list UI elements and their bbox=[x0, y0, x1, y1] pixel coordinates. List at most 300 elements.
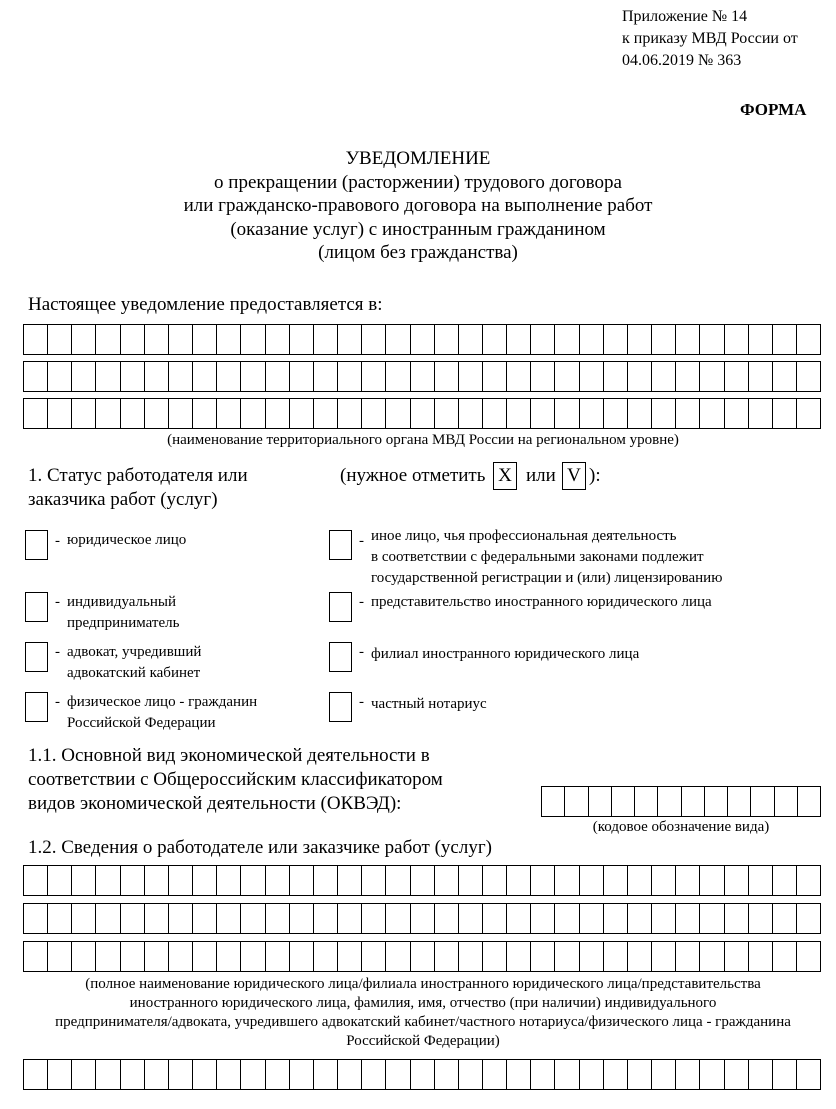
char-cell[interactable] bbox=[71, 324, 95, 355]
char-cell[interactable] bbox=[289, 1059, 313, 1090]
mark-example-v: V bbox=[562, 462, 586, 490]
char-cell[interactable] bbox=[216, 865, 240, 896]
char-cell[interactable] bbox=[554, 941, 578, 972]
char-cell[interactable] bbox=[699, 1059, 723, 1090]
char-cell[interactable] bbox=[192, 398, 216, 429]
char-cell[interactable] bbox=[23, 941, 47, 972]
char-cell[interactable] bbox=[168, 865, 192, 896]
char-cell[interactable] bbox=[434, 361, 458, 392]
char-cell[interactable] bbox=[337, 903, 361, 934]
char-cell[interactable] bbox=[627, 361, 651, 392]
char-cell[interactable] bbox=[458, 324, 482, 355]
char-cell[interactable] bbox=[603, 398, 627, 429]
recipient-label: Настоящее уведомление предоставляется в: bbox=[28, 294, 383, 315]
char-cell[interactable] bbox=[704, 786, 727, 817]
char-cell[interactable] bbox=[240, 324, 264, 355]
okved-caption: (кодовое обозначение вида) bbox=[592, 819, 770, 835]
char-cell[interactable] bbox=[651, 361, 675, 392]
char-cell[interactable] bbox=[410, 865, 434, 896]
char-cell[interactable] bbox=[216, 941, 240, 972]
char-cell[interactable] bbox=[699, 865, 723, 896]
char-cell[interactable] bbox=[120, 865, 144, 896]
appendix-line-2: к приказу МВД России от bbox=[622, 30, 798, 47]
char-cell[interactable] bbox=[554, 865, 578, 896]
char-cell[interactable] bbox=[458, 1059, 482, 1090]
char-cell[interactable] bbox=[554, 903, 578, 934]
mark-instruction-suffix: ): bbox=[589, 465, 601, 486]
char-cell[interactable] bbox=[313, 865, 337, 896]
mark-instruction-prefix: (нужное отметить bbox=[340, 465, 486, 486]
char-cell[interactable] bbox=[772, 941, 796, 972]
char-cell[interactable] bbox=[627, 865, 651, 896]
title-line-5: (лицом без гражданства) bbox=[318, 242, 518, 263]
recipient-grid-row-3[interactable] bbox=[23, 398, 821, 429]
char-cell[interactable] bbox=[724, 1059, 748, 1090]
option-dash: - bbox=[55, 594, 60, 610]
char-cell[interactable] bbox=[23, 903, 47, 934]
char-cell[interactable] bbox=[675, 903, 699, 934]
char-cell[interactable] bbox=[192, 941, 216, 972]
char-cell[interactable] bbox=[144, 1059, 168, 1090]
char-cell[interactable] bbox=[651, 1059, 675, 1090]
option-dash: - bbox=[359, 533, 364, 549]
char-cell[interactable] bbox=[120, 903, 144, 934]
char-cell[interactable] bbox=[337, 361, 361, 392]
char-cell[interactable] bbox=[168, 941, 192, 972]
char-cell[interactable] bbox=[434, 1059, 458, 1090]
char-cell[interactable] bbox=[627, 324, 651, 355]
char-cell[interactable] bbox=[772, 1059, 796, 1090]
char-cell[interactable] bbox=[95, 361, 119, 392]
char-cell[interactable] bbox=[579, 903, 603, 934]
char-cell[interactable] bbox=[120, 398, 144, 429]
char-cell[interactable] bbox=[47, 941, 71, 972]
char-cell[interactable] bbox=[530, 903, 554, 934]
option-other-person-label: иное лицо, чья профессиональная деятельность в соответствии с федеральными законами подлежит государственной регистрации и (или) лицензированию bbox=[371, 528, 723, 586]
char-cell[interactable] bbox=[627, 398, 651, 429]
char-cell[interactable] bbox=[530, 361, 554, 392]
employer-caption: (полное наименование юридического лица/филиала иностранного юридического лица/представительства иностранного юридического лица, фамилия, имя, отчество (при наличии) индивидуального предпринимателя/адвоката, учредившего адвокатский кабинет/частного нотариуса/физического лица - гражданина Российской Федерации) bbox=[55, 976, 791, 1049]
char-cell[interactable] bbox=[289, 903, 313, 934]
char-cell[interactable] bbox=[748, 865, 772, 896]
char-cell[interactable] bbox=[120, 941, 144, 972]
char-cell[interactable] bbox=[385, 361, 409, 392]
char-cell[interactable] bbox=[168, 361, 192, 392]
checkbox-lawyer[interactable] bbox=[25, 642, 48, 672]
mark-example-x: X bbox=[493, 462, 517, 490]
char-cell[interactable] bbox=[71, 398, 95, 429]
char-cell[interactable] bbox=[95, 398, 119, 429]
char-cell[interactable] bbox=[796, 324, 821, 355]
char-cell[interactable] bbox=[240, 903, 264, 934]
char-cell[interactable] bbox=[265, 361, 289, 392]
char-cell[interactable] bbox=[410, 361, 434, 392]
char-cell[interactable] bbox=[603, 361, 627, 392]
char-cell[interactable] bbox=[410, 903, 434, 934]
char-cell[interactable] bbox=[23, 324, 47, 355]
char-cell[interactable] bbox=[482, 903, 506, 934]
mark-instruction-or: или bbox=[526, 465, 556, 486]
char-cell[interactable] bbox=[192, 903, 216, 934]
option-individual-entrepreneur-label: индивидуальный предприниматель bbox=[67, 594, 180, 631]
char-cell[interactable] bbox=[144, 903, 168, 934]
char-cell[interactable] bbox=[410, 324, 434, 355]
option-dash: - bbox=[359, 594, 364, 610]
char-cell[interactable] bbox=[47, 324, 71, 355]
char-cell[interactable] bbox=[772, 324, 796, 355]
char-cell[interactable] bbox=[506, 903, 530, 934]
char-cell[interactable] bbox=[71, 941, 95, 972]
char-cell[interactable] bbox=[772, 865, 796, 896]
char-cell[interactable] bbox=[651, 865, 675, 896]
char-cell[interactable] bbox=[337, 398, 361, 429]
char-cell[interactable] bbox=[796, 903, 821, 934]
char-cell[interactable] bbox=[482, 398, 506, 429]
char-cell[interactable] bbox=[651, 941, 675, 972]
char-cell[interactable] bbox=[796, 865, 821, 896]
char-cell[interactable] bbox=[95, 1059, 119, 1090]
char-cell[interactable] bbox=[410, 1059, 434, 1090]
char-cell[interactable] bbox=[458, 398, 482, 429]
char-cell[interactable] bbox=[530, 941, 554, 972]
title-line-1: УВЕДОМЛЕНИЕ bbox=[345, 148, 491, 169]
char-cell[interactable] bbox=[506, 324, 530, 355]
option-dash: - bbox=[359, 644, 364, 660]
char-cell[interactable] bbox=[603, 865, 627, 896]
char-cell[interactable] bbox=[434, 941, 458, 972]
char-cell[interactable] bbox=[458, 865, 482, 896]
char-cell[interactable] bbox=[289, 865, 313, 896]
char-cell[interactable] bbox=[748, 361, 772, 392]
char-cell[interactable] bbox=[313, 324, 337, 355]
char-cell[interactable] bbox=[434, 398, 458, 429]
char-cell[interactable] bbox=[361, 361, 385, 392]
char-cell[interactable] bbox=[23, 1059, 47, 1090]
char-cell[interactable] bbox=[506, 865, 530, 896]
recipient-grid-row-1[interactable] bbox=[23, 324, 821, 355]
section1-title-line-1: 1. Статус работодателя или bbox=[28, 465, 248, 486]
char-cell[interactable] bbox=[337, 324, 361, 355]
char-cell[interactable] bbox=[313, 941, 337, 972]
char-cell[interactable] bbox=[144, 324, 168, 355]
char-cell[interactable] bbox=[772, 398, 796, 429]
option-natural-person-label: физическое лицо - гражданин Российской Федерации bbox=[67, 694, 258, 731]
char-cell[interactable] bbox=[554, 361, 578, 392]
char-cell[interactable] bbox=[47, 903, 71, 934]
char-cell[interactable] bbox=[120, 1059, 144, 1090]
char-cell[interactable] bbox=[240, 941, 264, 972]
char-cell[interactable] bbox=[651, 903, 675, 934]
char-cell[interactable] bbox=[681, 786, 704, 817]
checkbox-other-person[interactable] bbox=[329, 530, 352, 560]
char-cell[interactable] bbox=[337, 865, 361, 896]
char-cell[interactable] bbox=[796, 398, 821, 429]
option-legal-entity-label: юридическое лицо bbox=[67, 532, 187, 548]
char-cell[interactable] bbox=[23, 361, 47, 392]
char-cell[interactable] bbox=[71, 1059, 95, 1090]
char-cell[interactable] bbox=[385, 398, 409, 429]
char-cell[interactable] bbox=[361, 398, 385, 429]
checkbox-foreign-representation[interactable] bbox=[329, 592, 352, 622]
char-cell[interactable] bbox=[482, 1059, 506, 1090]
char-cell[interactable] bbox=[724, 941, 748, 972]
char-cell[interactable] bbox=[699, 903, 723, 934]
title-line-4: (оказание услуг) с иностранным гражданином bbox=[230, 218, 606, 240]
appendix-line-1: Приложение № 14 bbox=[622, 8, 748, 25]
char-cell[interactable] bbox=[579, 865, 603, 896]
char-cell[interactable] bbox=[361, 941, 385, 972]
char-cell[interactable] bbox=[265, 941, 289, 972]
char-cell[interactable] bbox=[192, 324, 216, 355]
char-cell[interactable] bbox=[385, 1059, 409, 1090]
option-lawyer-label: адвокат, учредивший адвокатский кабинет bbox=[67, 644, 202, 681]
char-cell[interactable] bbox=[458, 941, 482, 972]
title-line-2: о прекращении (расторжении) трудового договора bbox=[214, 171, 622, 193]
char-cell[interactable] bbox=[71, 361, 95, 392]
char-cell[interactable] bbox=[95, 903, 119, 934]
char-cell[interactable] bbox=[95, 865, 119, 896]
char-cell[interactable] bbox=[434, 324, 458, 355]
char-cell[interactable] bbox=[240, 865, 264, 896]
section1-title-line-2: заказчика работ (услуг) bbox=[28, 489, 218, 510]
char-cell[interactable] bbox=[699, 324, 723, 355]
char-cell[interactable] bbox=[385, 865, 409, 896]
char-cell[interactable] bbox=[797, 786, 821, 817]
char-cell[interactable] bbox=[265, 865, 289, 896]
char-cell[interactable] bbox=[748, 324, 772, 355]
char-cell[interactable] bbox=[724, 398, 748, 429]
char-cell[interactable] bbox=[627, 1059, 651, 1090]
char-cell[interactable] bbox=[265, 324, 289, 355]
char-cell[interactable] bbox=[530, 1059, 554, 1090]
char-cell[interactable] bbox=[588, 786, 611, 817]
char-cell[interactable] bbox=[361, 865, 385, 896]
char-cell[interactable] bbox=[192, 865, 216, 896]
char-cell[interactable] bbox=[192, 361, 216, 392]
char-cell[interactable] bbox=[506, 398, 530, 429]
char-cell[interactable] bbox=[530, 865, 554, 896]
recipient-grid-row-2[interactable] bbox=[23, 361, 821, 392]
char-cell[interactable] bbox=[313, 361, 337, 392]
char-cell[interactable] bbox=[506, 361, 530, 392]
recipient-caption: (наименование территориального органа МВД России на региональном уровне) bbox=[167, 432, 679, 448]
char-cell[interactable] bbox=[313, 903, 337, 934]
char-cell[interactable] bbox=[724, 361, 748, 392]
char-cell[interactable] bbox=[579, 324, 603, 355]
char-cell[interactable] bbox=[675, 361, 699, 392]
char-cell[interactable] bbox=[748, 1059, 772, 1090]
char-cell[interactable] bbox=[750, 786, 773, 817]
char-cell[interactable] bbox=[699, 941, 723, 972]
checkbox-foreign-branch[interactable] bbox=[329, 642, 352, 672]
employer-grid-row-2[interactable] bbox=[23, 903, 821, 934]
char-cell[interactable] bbox=[579, 398, 603, 429]
char-cell[interactable] bbox=[168, 398, 192, 429]
checkbox-private-notary[interactable] bbox=[329, 692, 352, 722]
char-cell[interactable] bbox=[361, 324, 385, 355]
char-cell[interactable] bbox=[47, 398, 71, 429]
char-cell[interactable] bbox=[727, 786, 750, 817]
char-cell[interactable] bbox=[796, 1059, 821, 1090]
char-cell[interactable] bbox=[675, 398, 699, 429]
char-cell[interactable] bbox=[337, 1059, 361, 1090]
employer-grid-row-4[interactable] bbox=[23, 1059, 821, 1090]
char-cell[interactable] bbox=[579, 1059, 603, 1090]
char-cell[interactable] bbox=[458, 903, 482, 934]
okved-code-grid[interactable] bbox=[541, 786, 821, 817]
char-cell[interactable] bbox=[265, 398, 289, 429]
char-cell[interactable] bbox=[337, 941, 361, 972]
appendix-line-3: 04.06.2019 № 363 bbox=[622, 52, 742, 69]
char-cell[interactable] bbox=[579, 941, 603, 972]
char-cell[interactable] bbox=[748, 903, 772, 934]
document-title bbox=[0, 147, 836, 265]
char-cell[interactable] bbox=[699, 398, 723, 429]
char-cell[interactable] bbox=[482, 361, 506, 392]
char-cell[interactable] bbox=[541, 786, 564, 817]
char-cell[interactable] bbox=[95, 324, 119, 355]
char-cell[interactable] bbox=[506, 941, 530, 972]
char-cell[interactable] bbox=[240, 398, 264, 429]
char-cell[interactable] bbox=[772, 903, 796, 934]
char-cell[interactable] bbox=[748, 398, 772, 429]
char-cell[interactable] bbox=[554, 1059, 578, 1090]
char-cell[interactable] bbox=[144, 941, 168, 972]
char-cell[interactable] bbox=[240, 1059, 264, 1090]
char-cell[interactable] bbox=[675, 324, 699, 355]
char-cell[interactable] bbox=[627, 903, 651, 934]
char-cell[interactable] bbox=[651, 324, 675, 355]
char-cell[interactable] bbox=[361, 903, 385, 934]
char-cell[interactable] bbox=[675, 941, 699, 972]
char-cell[interactable] bbox=[144, 361, 168, 392]
char-cell[interactable] bbox=[289, 398, 313, 429]
char-cell[interactable] bbox=[506, 1059, 530, 1090]
char-cell[interactable] bbox=[265, 903, 289, 934]
section1-1-title: 1.1. Основной вид экономической деятельности в соответствии с Общероссийским классификатором видов экономической деятельности (ОКВЭД): bbox=[28, 745, 443, 814]
char-cell[interactable] bbox=[675, 865, 699, 896]
section1-title bbox=[28, 464, 248, 512]
char-cell[interactable] bbox=[724, 903, 748, 934]
char-cell[interactable] bbox=[385, 903, 409, 934]
char-cell[interactable] bbox=[748, 941, 772, 972]
char-cell[interactable] bbox=[724, 324, 748, 355]
char-cell[interactable] bbox=[385, 941, 409, 972]
char-cell[interactable] bbox=[410, 941, 434, 972]
char-cell[interactable] bbox=[651, 398, 675, 429]
title-line-3: или гражданско-правового договора на выполнение работ bbox=[183, 195, 653, 216]
employer-grid-row-1[interactable] bbox=[23, 865, 821, 896]
char-cell[interactable] bbox=[482, 324, 506, 355]
char-cell[interactable] bbox=[144, 865, 168, 896]
char-cell[interactable] bbox=[240, 361, 264, 392]
char-cell[interactable] bbox=[216, 1059, 240, 1090]
char-cell[interactable] bbox=[313, 1059, 337, 1090]
char-cell[interactable] bbox=[216, 361, 240, 392]
char-cell[interactable] bbox=[482, 941, 506, 972]
option-dash: - bbox=[55, 694, 60, 710]
char-cell[interactable] bbox=[47, 361, 71, 392]
char-cell[interactable] bbox=[120, 324, 144, 355]
char-cell[interactable] bbox=[434, 865, 458, 896]
checkbox-natural-person[interactable] bbox=[25, 692, 48, 722]
section1-2-title: 1.2. Сведения о работодателе или заказчике работ (услуг) bbox=[28, 837, 492, 858]
char-cell[interactable] bbox=[611, 786, 634, 817]
option-dash: - bbox=[55, 644, 60, 660]
checkbox-individual-entrepreneur[interactable] bbox=[25, 592, 48, 622]
char-cell[interactable] bbox=[603, 1059, 627, 1090]
char-cell[interactable] bbox=[579, 361, 603, 392]
char-cell[interactable] bbox=[289, 361, 313, 392]
char-cell[interactable] bbox=[144, 398, 168, 429]
char-cell[interactable] bbox=[458, 361, 482, 392]
char-cell[interactable] bbox=[313, 398, 337, 429]
char-cell[interactable] bbox=[168, 903, 192, 934]
char-cell[interactable] bbox=[603, 324, 627, 355]
char-cell[interactable] bbox=[71, 903, 95, 934]
char-cell[interactable] bbox=[796, 361, 821, 392]
char-cell[interactable] bbox=[410, 398, 434, 429]
option-dash: - bbox=[55, 533, 60, 549]
option-dash: - bbox=[359, 694, 364, 710]
char-cell[interactable] bbox=[774, 786, 797, 817]
employer-grid-row-3[interactable] bbox=[23, 941, 821, 972]
appendix-reference bbox=[622, 6, 798, 72]
char-cell[interactable] bbox=[47, 865, 71, 896]
char-cell[interactable] bbox=[168, 324, 192, 355]
char-cell[interactable] bbox=[47, 1059, 71, 1090]
char-cell[interactable] bbox=[675, 1059, 699, 1090]
char-cell[interactable] bbox=[530, 324, 554, 355]
char-cell[interactable] bbox=[192, 1059, 216, 1090]
char-cell[interactable] bbox=[772, 361, 796, 392]
char-cell[interactable] bbox=[216, 324, 240, 355]
char-cell[interactable] bbox=[724, 865, 748, 896]
char-cell[interactable] bbox=[530, 398, 554, 429]
char-cell[interactable] bbox=[168, 1059, 192, 1090]
char-cell[interactable] bbox=[71, 865, 95, 896]
char-cell[interactable] bbox=[23, 398, 47, 429]
char-cell[interactable] bbox=[796, 941, 821, 972]
char-cell[interactable] bbox=[634, 786, 657, 817]
char-cell[interactable] bbox=[265, 1059, 289, 1090]
char-cell[interactable] bbox=[289, 324, 313, 355]
char-cell[interactable] bbox=[120, 361, 144, 392]
char-cell[interactable] bbox=[554, 324, 578, 355]
char-cell[interactable] bbox=[216, 903, 240, 934]
char-cell[interactable] bbox=[603, 903, 627, 934]
char-cell[interactable] bbox=[95, 941, 119, 972]
char-cell[interactable] bbox=[657, 786, 680, 817]
checkbox-legal-entity[interactable] bbox=[25, 530, 48, 560]
option-private-notary-label: частный нотариус bbox=[371, 696, 487, 712]
option-foreign-branch-label: филиал иностранного юридического лица bbox=[371, 646, 640, 662]
char-cell[interactable] bbox=[554, 398, 578, 429]
char-cell[interactable] bbox=[289, 941, 313, 972]
char-cell[interactable] bbox=[564, 786, 587, 817]
char-cell[interactable] bbox=[627, 941, 651, 972]
char-cell[interactable] bbox=[482, 865, 506, 896]
char-cell[interactable] bbox=[434, 903, 458, 934]
option-foreign-representation-label: представительство иностранного юридического лица bbox=[371, 594, 712, 610]
char-cell[interactable] bbox=[385, 324, 409, 355]
form-label: ФОРМА bbox=[740, 100, 807, 119]
char-cell[interactable] bbox=[23, 865, 47, 896]
char-cell[interactable] bbox=[699, 361, 723, 392]
char-cell[interactable] bbox=[216, 398, 240, 429]
char-cell[interactable] bbox=[603, 941, 627, 972]
char-cell[interactable] bbox=[361, 1059, 385, 1090]
